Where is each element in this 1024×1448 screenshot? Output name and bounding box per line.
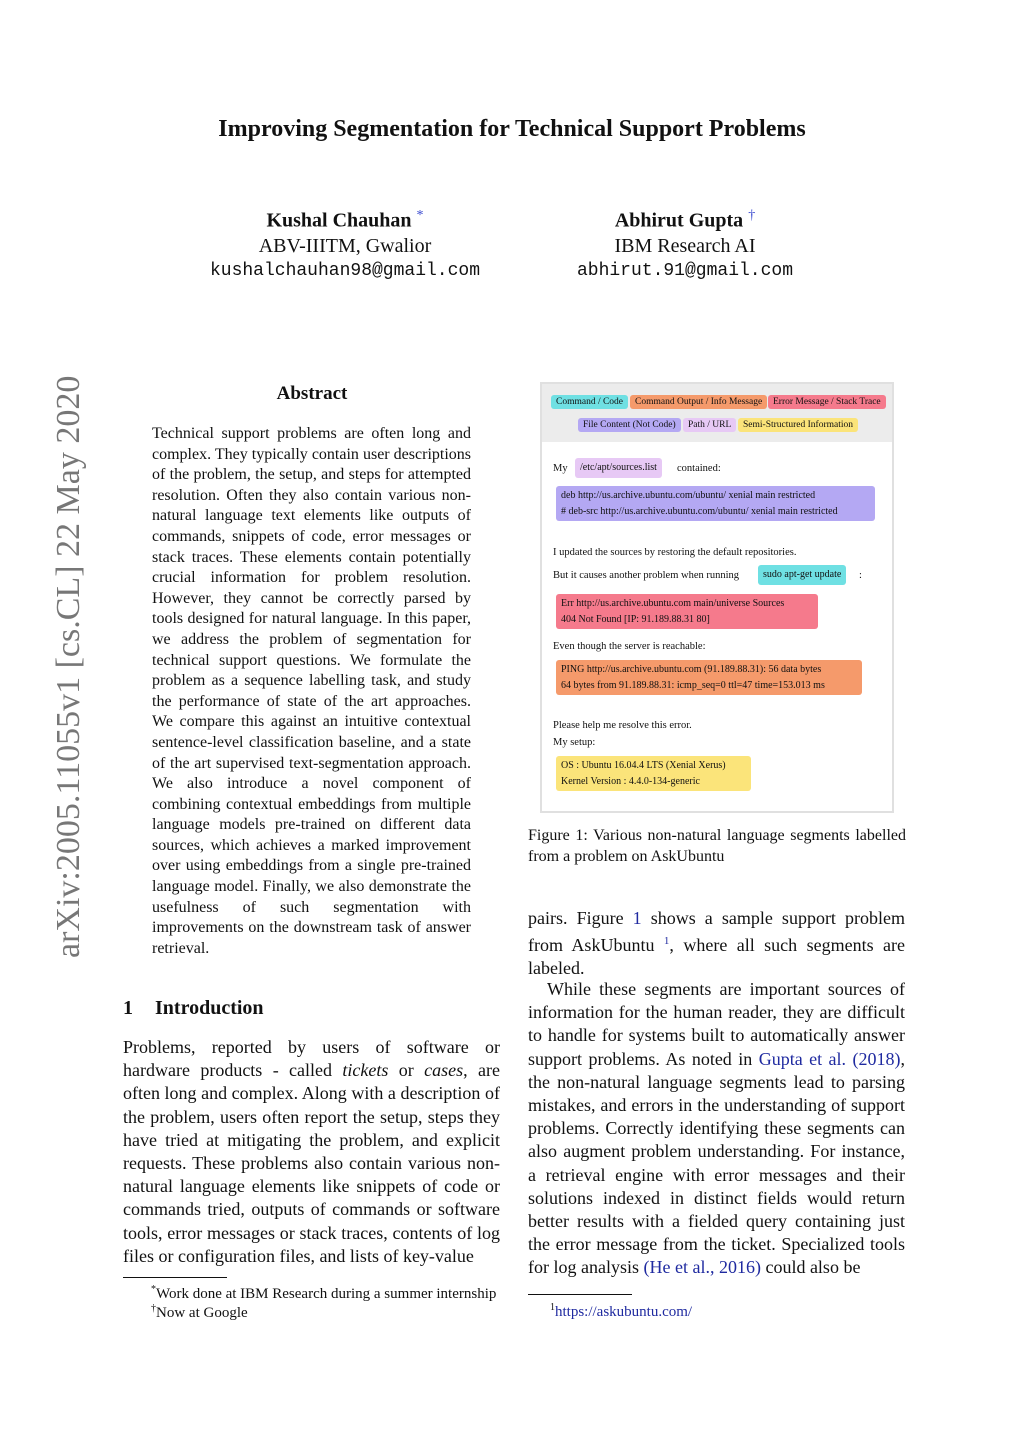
segment-command-output: PING http://us.archive.ubuntu.com (91.189.88.31): 56 data bytes 64 bytes from 91.189.88.31: icmp_seq=0 ttl=47 time=153.013 ms	[556, 660, 862, 695]
emphasis-tickets: tickets	[342, 1060, 389, 1081]
footnote	[550, 1298, 692, 1322]
author-block-1	[165, 203, 525, 284]
body-paragraph: While these segments are important sources of information for the human reader, they are difficult to handle for systems built to automatically answer support problems. As noted in Gupta et al. (2018), the non-natural language segments lead to parsing mistakes, and errors in the understanding of support problems. Correctly identifying these segments can also augment problem understanding. For instance, a retrieval engine with error messages and their solutions indexed in distinct fields would return better results with a fielded query containing just the error message from the ticket. Specialized tools for log analysis (He et al., 2016) could also be	[528, 979, 906, 1278]
arxiv-identifier: arXiv:2005.11055v1 [cs.CL] 22 May 2020	[50, 375, 87, 958]
askubuntu-url-link[interactable]: https://askubuntu.com/	[555, 1304, 693, 1320]
footnote-mark: †	[151, 1303, 156, 1314]
emphasis-cases: cases	[424, 1060, 464, 1081]
legend-chip: Command / Code	[551, 395, 628, 409]
segment-error: Err http://us.archive.ubuntu.com main/universe Sources 404 Not Found [IP: 91.189.88.31 80]	[556, 594, 818, 629]
footnote: †Now at Google	[151, 1303, 248, 1321]
segment-command: sudo apt-get update	[758, 565, 846, 585]
author-email[interactable]: abhirut.91@gmail.com	[576, 260, 794, 281]
figure-text: My	[553, 463, 568, 474]
figure-legend	[542, 384, 892, 442]
figure-text: Please help me resolve this error.	[553, 720, 692, 731]
citation-link[interactable]: Gupta et al.	[758, 1048, 847, 1069]
abstract-text: Technical support problems are often long and complex. They typically contain user descriptions of the problem, the setup, and steps for attempted resolution. Often they also contain various non-natural language text elements like outputs of commands, snippets of code, error messages or stack traces. These elements contain potentially crucial information for problem resolution. However, they cannot be correctly parsed by tools designed for natural language. In this paper, we address the problem of segmentation for technical support questions. We formulate the problem as a sequence labelling task, and study the performance of state of the art approaches. We compare this against an intuitive contextual sentence-level classification baseline, and a state of the art supervised text-segmentation approach. We also introduce a novel component of combining contextual embeddings from multiple language models pre-trained on different data sources, which achieves a marked improvement over using embeddings from a single pre-trained language model. Finally, we also demonstrate the usefulness of such segmentation with improvements on the downstream task of answer retrieval.	[152, 425, 471, 957]
author-affiliation: IBM Research AI	[614, 234, 756, 257]
figure-text: I updated the sources by restoring the default repositories.	[553, 547, 797, 558]
author-email[interactable]: kushalchauhan98@gmail.com	[209, 260, 481, 281]
footnote-rule	[123, 1277, 227, 1278]
abstract-heading: Abstract	[276, 383, 348, 404]
figure-text: My setup:	[553, 737, 596, 748]
segment-file-content: deb http://us.archive.ubuntu.com/ubuntu/ xenial main restricted # deb-src http://us.archive.ubuntu.com/ubuntu/ xenial main restricted	[556, 486, 875, 521]
legend-chip: Semi-Structured Information	[738, 418, 858, 432]
section-heading	[123, 997, 264, 1020]
footnote-rule	[528, 1294, 632, 1295]
author-affiliation: ABV-IIITM, Gwalior	[258, 234, 432, 257]
section-title: Introduction	[155, 997, 264, 1019]
citation-year-link[interactable]: (2018)	[852, 1048, 901, 1069]
figure-1	[540, 382, 894, 813]
author-footnote-mark[interactable]: *	[416, 208, 424, 223]
footnote: *Work done at IBM Research during a summer internship	[151, 1284, 497, 1302]
figure-caption: Figure 1: Various non-natural language segments labelled from a problem on AskUbuntu	[528, 827, 906, 865]
figure-reference-link[interactable]: 1	[632, 908, 642, 928]
section-number: 1	[123, 997, 133, 1019]
author-block-2	[505, 203, 865, 284]
footnote-mark: *	[151, 1284, 156, 1295]
segment-path: /etc/apt/sources.list	[575, 458, 662, 478]
legend-chip: Path / URL	[683, 418, 736, 432]
figure-text: contained:	[677, 463, 721, 474]
figure-text: But it causes another problem when running	[553, 570, 740, 581]
segment-semi-structured: OS : Ubuntu 16.04.4 LTS (Xenial Xerus) Kernel Version : 4.4.0-134-generic	[556, 756, 751, 791]
footnote-reference-link[interactable]: 1	[663, 935, 670, 948]
footnote-mark: 1	[550, 1302, 555, 1313]
legend-chip: Command Output / Info Message	[630, 395, 767, 409]
figure-text: :	[859, 570, 862, 581]
body-paragraph: pairs. Figure 1 shows a sample support problem from AskUbuntu $^1$, where all such segments are labeled.	[528, 908, 906, 979]
paper-title: Improving Segmentation for Technical Support Problems	[218, 116, 806, 142]
figure-text: Even though the server is reachable:	[553, 641, 706, 652]
author-name: Abhirut Gupta	[614, 209, 744, 232]
author-name: Kushal Chauhan	[266, 209, 412, 232]
legend-chip: File Content (Not Code)	[578, 418, 681, 432]
intro-paragraph: Problems, reported by users of software or hardware products - called tickets or cases, are often long and complex. Along with a description of the problem, users often report the setup, steps they have tried at mitigating the problem, and explicit requests. These problems also contain various non-natural language elements like snippets of code or commands tried, outputs of commands or software tools, error messages or stack traces, contents of log files or configuration files, and lists of key-value	[123, 1037, 500, 1266]
legend-chip: Error Message / Stack Trace	[768, 395, 886, 409]
citation-link[interactable]: (He et al., 2016)	[643, 1257, 761, 1278]
author-footnote-mark[interactable]: †	[748, 208, 756, 223]
